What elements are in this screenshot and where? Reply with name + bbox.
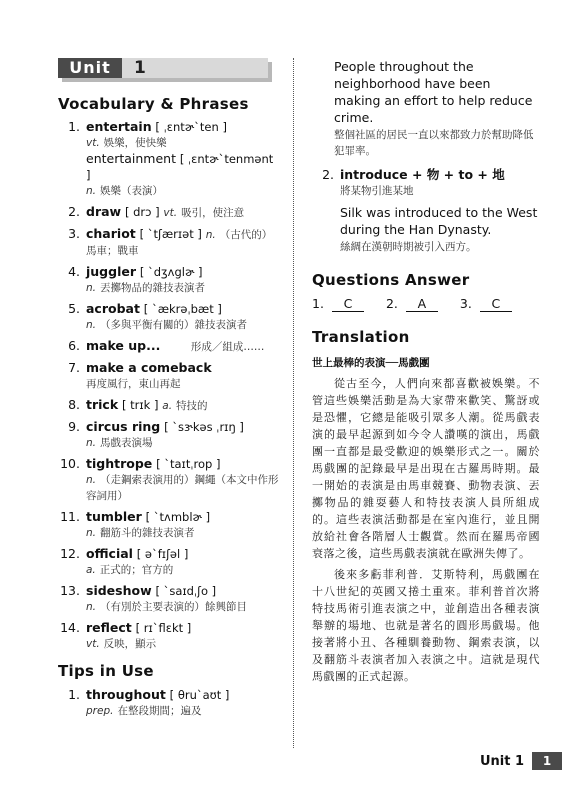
answer-item: 1. C [312, 296, 364, 312]
page-number: 1 [532, 752, 562, 770]
vocab-entry: 9. circus ring [ ˋsɝkəs ˌrɪŋ ] n. 馬戲表演場 [68, 419, 244, 449]
translation-title: 世上最棒的表演──馬戲團 [312, 357, 430, 369]
right-column [312, 58, 540, 689]
vocab-entry: 14. reflect [ rɪˋflɛkt ] vt. 反映，顯示 [60, 620, 192, 650]
vocab-entry: 7. make a comeback 再度風行，東山再起 [68, 360, 212, 390]
column-divider [293, 58, 294, 748]
tip-entry: 2. introduce + 物 + to + 地 將某物引進某地 Silk was introduced to the West during the Han Dynasty. 絲綢在漢朝時期被引入西方。 [322, 167, 538, 253]
questions-answer-heading: Questions Answer [312, 271, 470, 289]
vocab-entry: 5. acrobat [ ˋækrəˌbæt ] n. （多與平衡有關的）雜技表演者 [68, 301, 247, 331]
vocab-entry: 12. official [ əˋfɪʃəl ] a. 正式的；官方的 [60, 546, 189, 576]
answer-item: 3. C [460, 296, 512, 312]
tip-entry: 1. throughout [ θruˋaʊt ] prep. 在整段期間；遍及 [68, 687, 230, 717]
vocab-entry: 1. entertain [ ˌɛntɚˋten ] vt. 娛樂，使快樂 entertainment [ ˌɛntɚˋtenmənt ] n. 娛樂（表演） [68, 119, 274, 197]
vocabulary-heading: Vocabulary & Phrases [58, 95, 249, 113]
page-footer [480, 752, 562, 770]
translation-paragraph: 從古至今，人們向來都喜歡被娛樂。不管這些娛樂活動是為大家帶來歡笑、驚訝或是恐懼，它總是能吸引眾多人潮。從馬戲表演的最早起源到如今令人讚嘆的演出，馬戲團一直都是最受歡迎的娛樂形式之一。關於馬戲團的記錄最早是出現在古羅馬時期。最一開始的表演是由馬車競賽、動物表演、丟擲物品的雜耍藝人和特技表演人員所組成的。這些表演活動都是在室內進行，並且開放給社會各階層人士觀賞。然而在羅馬帝國衰落之後，這些馬戲表演就在歐洲失傳了。 [312, 377, 540, 560]
unit-banner [58, 58, 272, 82]
vocab-entry: 10. tightrope [ ˋtaɪtˌrop ] n. （走鋼索表演用的）鋼繩（本文中作形容詞用） [60, 456, 279, 502]
footer-unit-label: Unit 1 [480, 753, 525, 769]
vocab-entry: 3. chariot [ ˋtʃærɪət ] n. （古代的） 馬車；戰車 [68, 226, 273, 257]
vocabulary-list [58, 119, 280, 652]
translation-paragraph: 後來多虧菲利普．艾斯特利，馬戲團在十八世紀的英國又捲土重來。菲利普首次將特技馬術引進表演之中，並創造出各種表演舉辦的場地、也就是著名的圓形馬戲場。他接著將小丑、各種馴養動物、鋼索表演，以及翻筋斗表演者加入表演之中。這就是現代馬戲團的正式起源。 [312, 568, 540, 683]
answer-row [312, 296, 540, 312]
translation-heading: Translation [312, 328, 410, 346]
vocab-entry: 4. juggler [ ˋdʒʌglɚ ] n. 丟擲物品的雜技表演者 [68, 264, 205, 294]
vocab-entry: 8. trick [ trɪk ] a. 特技的 [68, 397, 208, 412]
vocab-entry: 2. draw [ drɔ ] vt. 吸引，使注意 [68, 204, 245, 219]
tip-1-example: People throughout the neighborhood have been making an effort to help reduce crime. 整個社區的居民一直以來都致力於幫助降低犯罪率。 [334, 59, 534, 157]
unit-number: 1 [134, 58, 146, 78]
vocab-entry: 6. make up... 形成／組成…… [68, 338, 265, 353]
left-column [58, 58, 280, 724]
vocab-entry: 11. tumbler [ ˋtʌmblɚ ] n. 翻筋斗的雜技表演者 [60, 509, 211, 539]
unit-label: Unit [58, 58, 122, 78]
vocab-entry: 13. sideshow [ ˋsaɪdˌʃo ] n. （有別於主要表演的）餘興節目 [60, 583, 247, 613]
tips-heading: Tips in Use [58, 662, 154, 680]
answer-item: 2. A [386, 296, 438, 312]
